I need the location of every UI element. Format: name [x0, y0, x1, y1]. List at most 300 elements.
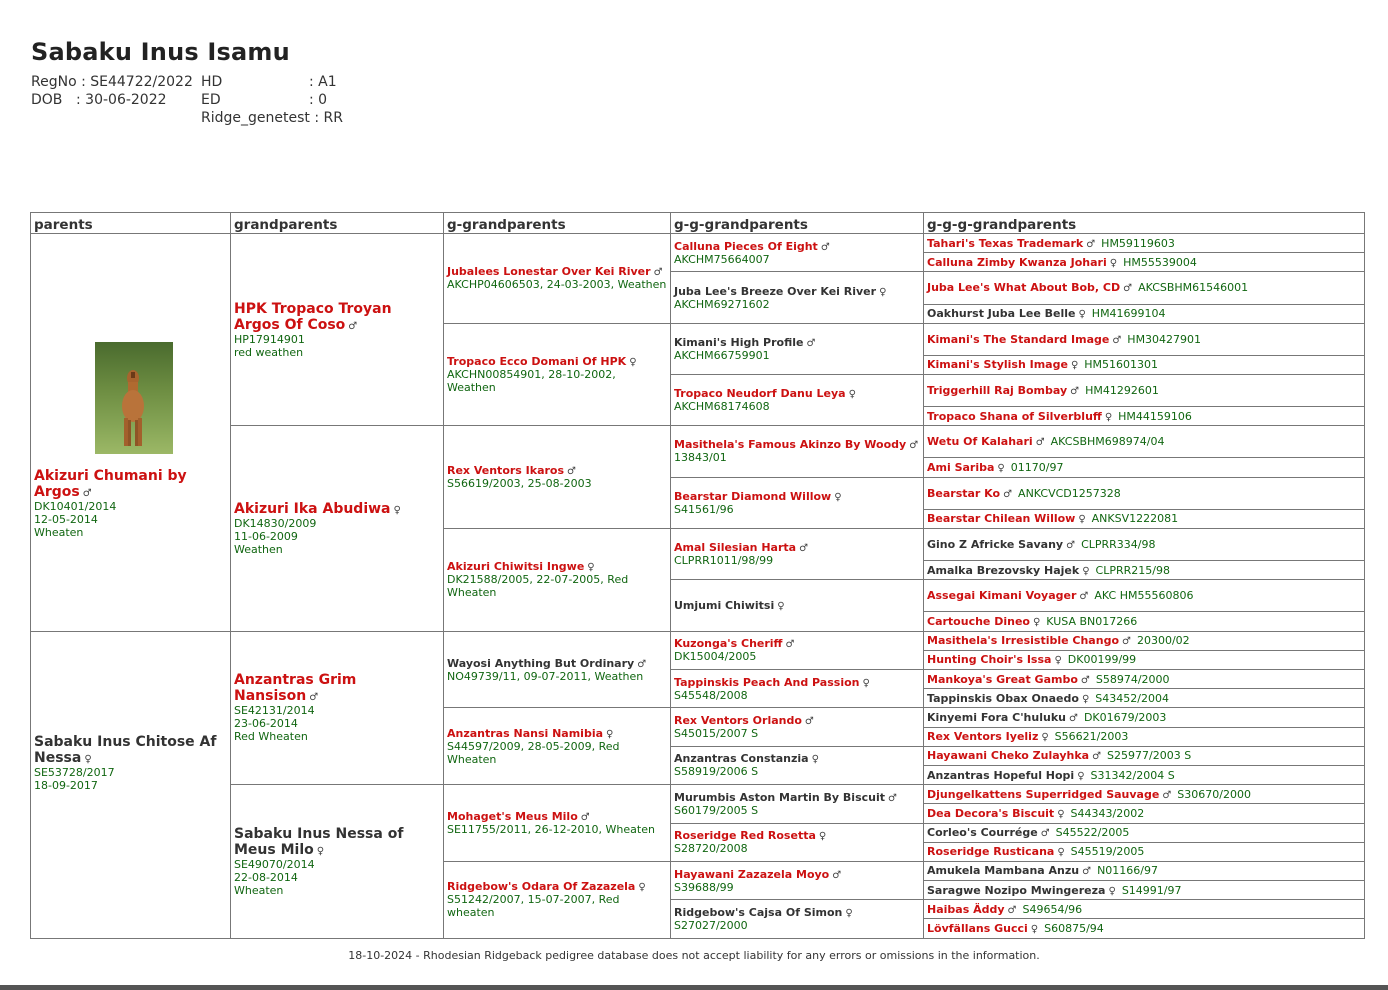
g-g-g-grandparent-name[interactable]: Tahari's Texas Trademark [927, 236, 1084, 250]
parent-cell [31, 234, 231, 632]
grandparent-name[interactable]: Anzantras Grim Nansison [234, 672, 357, 705]
regno-label: RegNo [31, 74, 77, 90]
sex-icon: ♂ [309, 692, 319, 704]
g-g-g-grandparent-reg: 01170/97 [1010, 461, 1064, 475]
ed-row [201, 91, 343, 109]
g-g-g-grandparent-reg: S31342/2004 S [1090, 768, 1175, 782]
g-g-grandparent-name[interactable]: Kimani's High Profile [674, 335, 804, 349]
g-g-g-grandparent-name[interactable]: Saragwe Nozipo Mwingereza [927, 883, 1106, 897]
g-g-g-grandparent-name[interactable]: Corleo's Courrége [927, 826, 1038, 840]
sex-icon: ♂ [832, 869, 842, 881]
header-row [31, 213, 1365, 234]
g-g-grandparent-reg: S45015/2007 S [674, 727, 759, 741]
sex-icon: ♀ [818, 831, 827, 843]
g-grandparent-info: AKCHP04606503, 24-03-2003, Weathen [447, 278, 667, 292]
g-g-g-grandparent-cell [924, 881, 1365, 900]
sex-icon: ♀ [1081, 693, 1090, 705]
pedigree-table [30, 212, 1365, 939]
g-grandparent-name[interactable]: Tropaco Ecco Domani Of HPK [447, 355, 627, 368]
sex-icon: ♂ [1162, 789, 1172, 801]
g-grandparent-details [447, 368, 667, 394]
sex-icon: ♂ [1003, 488, 1013, 500]
g-g-g-grandparent-reg: AKC HM55560806 [1094, 589, 1194, 603]
parent-name-line [34, 468, 227, 500]
sex-icon: ♂ [785, 639, 795, 651]
grandparent-color: Weathen [234, 542, 283, 556]
g-g-g-grandparent-cell [924, 746, 1365, 765]
g-g-g-grandparent-reg: S58974/2000 [1095, 672, 1170, 686]
g-g-grandparent-details [674, 765, 920, 778]
grandparent-date: 11-06-2009 [234, 529, 298, 543]
g-g-grandparent-name[interactable]: Bearstar Diamond Willow [674, 489, 832, 503]
g-g-g-grandparent-name[interactable]: Amukela Mambana Anzu [927, 864, 1080, 878]
g-grandparent-info: AKCHN00854901, 28-10-2002, Weathen [447, 368, 616, 394]
dob-row [31, 91, 193, 109]
sex-icon: ♀ [629, 357, 637, 368]
g-g-grandparent-details [674, 804, 920, 817]
grandparent-date: 23-06-2014 [234, 717, 298, 731]
g-g-grandparent-name[interactable]: Ridgebow's Cajsa Of Simon [674, 906, 843, 920]
g-grandparent-name-line [447, 560, 667, 573]
sex-icon: ♂ [580, 812, 590, 823]
g-g-grandparent-name[interactable]: Tropaco Neudorf Danu Leya [674, 387, 846, 401]
g-g-g-grandparent-cell [924, 650, 1365, 669]
header-grandparents: grandparents [231, 213, 444, 234]
g-g-g-grandparent-reg: HM41292601 [1085, 384, 1159, 398]
sex-icon: ♀ [1077, 770, 1085, 782]
g-grandparent-details [447, 477, 667, 490]
sex-icon: ♂ [1092, 751, 1102, 763]
g-g-grandparent-reg: AKCHM66759901 [674, 348, 770, 362]
g-grandparent-name[interactable]: Anzantras Nansi Namibia [447, 726, 604, 740]
sex-icon: ♂ [637, 658, 647, 670]
sex-icon: ♀ [1054, 655, 1062, 667]
g-g-grandparent-name[interactable]: Calluna Pieces Of Eight [674, 239, 818, 253]
sex-icon: ♂ [804, 716, 814, 728]
g-g-g-grandparent-reg: ANKSV1222081 [1091, 512, 1179, 526]
g-g-grandparent-name-line [674, 676, 920, 689]
g-g-g-grandparent-name[interactable]: Tappinskis Obax Onaedo [927, 691, 1079, 705]
sex-icon: ♀ [393, 504, 401, 516]
g-g-grandparent-reg: AKCHM69271602 [674, 297, 770, 311]
g-g-grandparent-cell [671, 272, 924, 323]
g-g-g-grandparent-reg: 20300/02 [1136, 634, 1190, 648]
g-grandparent-cell [444, 861, 671, 938]
sex-icon: ♂ [909, 440, 919, 452]
g-grandparent-cell [444, 528, 671, 631]
sex-icon: ♀ [606, 728, 614, 740]
sex-icon: ♀ [1032, 617, 1041, 629]
g-grandparent-cell [444, 426, 671, 529]
g-g-g-grandparent-cell [924, 477, 1365, 509]
g-g-g-grandparent-name[interactable]: Mankoya's Great Gambo [927, 672, 1078, 686]
g-g-grandparent-reg: S28720/2008 [674, 842, 748, 856]
g-grandparent-name-line [447, 355, 667, 368]
g-g-grandparent-reg: S45548/2008 [674, 688, 748, 702]
g-g-g-grandparent-name[interactable]: Kinyemi Fora C'huluku [927, 710, 1066, 724]
g-g-grandparent-details [674, 554, 920, 567]
g-g-grandparent-name-line [674, 868, 920, 881]
parent-name[interactable]: Akizuri Chumani by Argos [34, 467, 187, 500]
g-g-grandparent-name-line [674, 336, 920, 349]
g-g-g-grandparent-name[interactable]: Lövfällans Gucci [927, 922, 1028, 936]
g-g-g-grandparent-name[interactable]: Gino Z Africke Savany [927, 538, 1064, 551]
sex-icon: ♂ [806, 337, 816, 349]
g-g-g-grandparent-cell [924, 528, 1365, 560]
parent-reg: SE53728/2017 [34, 766, 115, 779]
g-grandparent-name-line [447, 727, 667, 740]
g-g-g-grandparent-name[interactable]: Cartouche Dineo [927, 615, 1030, 629]
g-grandparent-details [447, 740, 667, 766]
g-g-grandparent-name[interactable]: Roseridge Red Rosetta [674, 829, 816, 843]
g-g-g-grandparent-cell [924, 612, 1365, 631]
grandparent-cell [231, 426, 444, 631]
g-g-grandparent-name[interactable]: Hayawani Zazazela Moyo [674, 867, 830, 881]
sex-icon: ♂ [1080, 674, 1090, 686]
g-grandparent-info: DK21588/2005, 22-07-2005, Red Wheaten [447, 573, 629, 600]
g-g-grandparent-name-line [674, 714, 920, 727]
g-g-g-grandparent-reg: DK00199/99 [1067, 653, 1137, 667]
parent-name[interactable]: Sabaku Inus Chitose Af Nessa [34, 734, 217, 766]
sex-icon: ♂ [1082, 866, 1092, 878]
sex-icon: ♂ [1035, 437, 1045, 449]
g-g-g-grandparent-cell [924, 823, 1365, 842]
g-g-g-grandparent-name[interactable]: Ami Sariba [927, 461, 995, 475]
g-g-grandparent-cell [671, 631, 924, 669]
g-g-g-grandparent-name[interactable]: Hayawani Cheko Zulayhka [927, 749, 1090, 763]
sex-icon: ♀ [1041, 732, 1049, 744]
g-g-grandparent-details [674, 349, 920, 362]
pedigree-row [31, 234, 1365, 253]
sex-icon: ♀ [811, 754, 819, 766]
sex-icon: ♀ [1109, 257, 1118, 269]
g-grandparent-name-line [447, 880, 667, 893]
g-g-g-grandparent-reg: KUSA BN017266 [1046, 615, 1138, 629]
grandparent-name[interactable]: HPK Tropaco Troyan Argos Of Coso [234, 300, 392, 333]
hd-row [201, 73, 343, 91]
g-g-g-grandparent-name[interactable]: Roseridge Rusticana [927, 845, 1055, 859]
grandparent-reg: SE42131/2014 [234, 704, 315, 718]
g-g-g-grandparent-cell [924, 509, 1365, 528]
grandparent-cell [231, 234, 444, 426]
g-g-grandparent-cell [671, 900, 924, 939]
g-grandparent-cell [444, 631, 671, 708]
g-grandparent-info: S44597/2009, 28-05-2009, Red Wheaten [447, 739, 620, 766]
g-g-g-grandparent-reg: HM51601301 [1084, 358, 1159, 372]
dob-label: DOB [31, 92, 63, 108]
g-g-g-grandparent-reg: S25977/2003 S [1107, 749, 1192, 763]
g-grandparent-name[interactable]: Ridgebow's Odara Of Zazazela [447, 880, 636, 894]
grandparent-reg: DK14830/2009 [234, 516, 317, 530]
g-g-grandparent-details [674, 842, 920, 855]
g-grandparent-name-line [447, 657, 667, 670]
g-g-g-grandparent-cell [924, 426, 1365, 458]
g-g-g-grandparent-reg: S44343/2002 [1070, 806, 1145, 820]
g-g-g-grandparent-cell [924, 234, 1365, 253]
g-g-g-grandparent-name[interactable]: Bearstar Ko [927, 486, 1001, 500]
g-g-grandparent-reg: S58919/2006 S [674, 765, 759, 779]
g-g-g-grandparent-cell [924, 631, 1365, 650]
header-parents: parents [31, 213, 231, 234]
grandparent-color: red weathen [234, 345, 304, 359]
g-g-g-grandparent-cell [924, 689, 1365, 708]
g-grandparent-name[interactable]: Akizuri Chiwitsi Ingwe [447, 560, 585, 574]
g-g-grandparent-name[interactable]: Tappinskis Peach And Passion [674, 675, 860, 689]
g-g-grandparent-cell [671, 746, 924, 784]
g-g-grandparent-name[interactable]: Murumbis Aston Martin By Biscuit [674, 790, 886, 804]
g-g-grandparent-details [674, 919, 920, 932]
g-g-grandparent-name-line [674, 387, 920, 400]
g-g-g-grandparent-name[interactable]: Kimani's The Standard Image [927, 332, 1110, 346]
ridge-label: Ridge_genetest [201, 110, 310, 126]
g-grandparent-cell [444, 323, 671, 426]
g-g-g-grandparent-reg: AKCSBHM698974/04 [1050, 435, 1165, 449]
g-g-g-grandparent-name[interactable]: Djungelkattens Superridged Sauvage [927, 787, 1160, 801]
g-grandparent-details [447, 278, 667, 291]
g-g-grandparent-reg: S39688/99 [674, 880, 734, 894]
pedigree-row [31, 631, 1365, 650]
dog-info-right [201, 73, 343, 127]
sex-icon: ♀ [1057, 847, 1065, 859]
g-grandparent-cell [444, 785, 671, 862]
g-g-g-grandparent-cell [924, 304, 1365, 323]
g-g-g-grandparent-reg: CLPRR215/98 [1095, 563, 1170, 577]
g-grandparent-name-line [447, 265, 667, 278]
g-g-g-grandparent-reg: HM30427901 [1127, 332, 1202, 346]
g-grandparent-details [447, 823, 667, 836]
parent-details [34, 766, 227, 792]
g-g-g-grandparent-reg: HM55539004 [1123, 255, 1197, 269]
g-g-grandparent-reg: 13843/01 [674, 451, 727, 465]
grandparent-name[interactable]: Sabaku Inus Nessa of Meus Milo [234, 826, 404, 859]
sex-icon: ♀ [1057, 808, 1065, 820]
sex-icon: ♂ [1007, 904, 1017, 916]
sex-icon: ♂ [888, 792, 897, 804]
g-g-grandparent-reg: S27027/2000 [674, 919, 748, 933]
sex-icon: ♀ [1108, 885, 1116, 897]
g-g-g-grandparent-name[interactable]: Bearstar Chilean Willow [927, 512, 1076, 526]
g-grandparent-info: S56619/2003, 25-08-2003 [447, 477, 592, 491]
g-g-g-grandparent-name[interactable]: Oakhurst Juba Lee Belle [927, 307, 1076, 321]
sex-icon: ♀ [1030, 924, 1039, 936]
g-g-g-grandparent-name[interactable]: Anzantras Hopeful Hopi [927, 768, 1075, 782]
g-g-grandparent-name-line [674, 791, 920, 804]
sex-icon: ♂ [1070, 386, 1080, 398]
g-grandparent-name[interactable]: Rex Ventors Ikaros [447, 464, 565, 478]
g-g-grandparent-details [674, 298, 920, 311]
g-g-g-grandparent-cell [924, 842, 1365, 861]
g-g-grandparent-cell [671, 785, 924, 823]
page-title: Sabaku Inus Isamu [31, 38, 290, 66]
grandparent-cell [231, 785, 444, 939]
grandparent-reg: SE49070/2014 [234, 858, 315, 872]
g-g-g-grandparent-name[interactable]: Amalka Brezovsky Hajek [927, 563, 1080, 577]
g-g-grandparent-reg: AKCHM68174608 [674, 400, 770, 414]
sex-icon: ♂ [1066, 540, 1076, 551]
grandparent-details [234, 704, 440, 743]
g-g-g-grandparent-name[interactable]: Calluna Zimby Kwanza Johari [927, 255, 1107, 269]
g-grandparent-name-line [447, 810, 667, 823]
g-g-grandparent-name[interactable]: Anzantras Constanzia [674, 752, 809, 766]
g-g-grandparent-name[interactable]: Amal Silesian Harta [674, 541, 797, 555]
grandparent-name-line [234, 826, 440, 858]
parent-date: 18-09-2017 [34, 779, 98, 792]
dog-image [113, 364, 153, 449]
grandparent-details [234, 333, 440, 359]
sex-icon: ♀ [848, 389, 856, 401]
g-g-grandparent-name-line [674, 637, 920, 650]
g-g-g-grandparent-name[interactable]: Hunting Choir's Issa [927, 653, 1052, 667]
g-g-g-grandparent-cell [924, 804, 1365, 823]
g-g-grandparent-reg: S60179/2005 S [674, 803, 759, 817]
sex-icon: ♂ [820, 241, 830, 253]
sex-icon: ♂ [799, 543, 809, 555]
sex-icon: ♀ [1078, 514, 1086, 526]
grandparent-reg: HP17914901 [234, 332, 305, 346]
g-g-g-grandparent-name[interactable]: Wetu Of Kalahari [927, 435, 1033, 449]
parent-details [34, 500, 227, 539]
g-g-grandparent-name-line [674, 541, 920, 554]
g-g-grandparent-reg: DK15004/2005 [674, 650, 757, 664]
g-g-grandparent-name-line [674, 829, 920, 842]
g-g-grandparent-name[interactable]: Juba Lee's Breeze Over Kei River [674, 284, 877, 298]
g-g-grandparent-cell [671, 670, 924, 708]
sex-icon: ♀ [879, 286, 887, 298]
g-g-g-grandparent-reg: S56621/2003 [1054, 730, 1129, 744]
g-g-grandparent-details [674, 727, 920, 740]
g-g-g-grandparent-cell [924, 253, 1365, 272]
g-g-grandparent-name[interactable]: Rex Ventors Orlando [674, 714, 802, 728]
g-g-grandparent-name-line [674, 599, 920, 612]
g-g-g-grandparent-reg: HM41699104 [1091, 307, 1166, 321]
g-g-g-grandparent-cell [924, 919, 1365, 939]
g-g-grandparent-name-line [674, 752, 920, 765]
disclaimer-footer: 18-10-2024 - Rhodesian Ridgeback pedigree database does not accept liability for any errors or omissions in the information. [348, 949, 1040, 962]
g-g-g-grandparent-cell [924, 708, 1365, 727]
g-g-g-grandparent-reg: S45522/2005 [1055, 826, 1130, 840]
grandparent-color: Wheaten [234, 884, 284, 898]
g-g-grandparent-details [674, 503, 920, 516]
g-g-g-grandparent-name[interactable]: Assegai Kimani Voyager [927, 589, 1077, 603]
g-g-g-grandparent-name[interactable]: Haibas Äddy [927, 902, 1005, 916]
g-grandparent-name[interactable]: Jubalees Lonestar Over Kei River [447, 265, 651, 279]
g-g-g-grandparent-reg: S14991/97 [1121, 883, 1182, 897]
g-g-g-grandparent-name[interactable]: Masithela's Irresistible Chango [927, 634, 1119, 648]
hd-label: HD [201, 74, 223, 90]
header-g-grandparents: g-grandparents [444, 213, 671, 234]
regno-value: : SE44722/2022 [81, 74, 193, 90]
bottom-bar [0, 985, 1388, 990]
g-g-g-grandparent-cell [924, 765, 1365, 784]
sex-icon: ♀ [587, 562, 595, 574]
sex-icon: ♂ [1040, 828, 1050, 840]
g-g-g-grandparent-cell [924, 670, 1365, 689]
pedigree-row [31, 426, 1365, 458]
g-g-g-grandparent-cell [924, 323, 1365, 355]
sex-icon: ♀ [1082, 565, 1090, 577]
g-grandparent-name[interactable]: Wayosi Anything But Ordinary [447, 656, 635, 670]
g-g-grandparent-name[interactable]: Umjumi Chiwitsi [674, 598, 775, 612]
sex-icon: ♀ [1078, 309, 1086, 321]
g-g-grandparent-name[interactable]: Kuzonga's Cheriff [674, 637, 783, 651]
grandparent-cell [231, 631, 444, 785]
g-g-g-grandparent-reg: N01166/97 [1097, 864, 1159, 878]
g-g-grandparent-details [674, 689, 920, 702]
ed-label: ED [201, 92, 221, 108]
g-g-g-grandparent-cell [924, 900, 1365, 919]
g-grandparent-name-line [447, 464, 667, 477]
header-g-g-grandparents: g-g-grandparents [671, 213, 924, 234]
sex-icon: ♂ [1122, 636, 1131, 648]
ridge-value: : RR [314, 110, 343, 126]
grandparent-details [234, 858, 440, 897]
sex-icon: ♂ [1112, 334, 1122, 346]
g-g-grandparent-cell [671, 426, 924, 477]
g-g-g-grandparent-reg: S49654/96 [1022, 902, 1083, 916]
g-g-g-grandparent-cell [924, 458, 1365, 477]
grandparent-name-line [234, 672, 440, 704]
g-g-g-grandparent-reg: S30670/2000 [1177, 787, 1251, 801]
g-g-grandparent-reg: CLPRR1011/98/99 [674, 554, 774, 568]
g-g-g-grandparent-reg: AKCSBHM61546001 [1138, 281, 1249, 295]
g-g-g-grandparent-cell [924, 861, 1365, 880]
sex-icon: ♀ [862, 677, 870, 689]
g-g-g-grandparent-name[interactable]: Rex Ventors Iyeliz [927, 730, 1039, 744]
sex-icon: ♀ [777, 600, 785, 612]
g-g-grandparent-cell [671, 323, 924, 374]
g-g-grandparent-name[interactable]: Masithela's Famous Akinzo By Woody [674, 438, 907, 452]
sex-icon: ♀ [84, 754, 92, 765]
g-g-g-grandparent-reg: S43452/2004 [1095, 691, 1169, 705]
g-g-grandparent-reg: S41561/96 [674, 502, 734, 516]
g-g-g-grandparent-name[interactable]: Tropaco Shana of Silverbluff [927, 409, 1102, 423]
g-g-g-grandparent-name[interactable]: Kimani's Stylish Image [927, 358, 1068, 372]
ridge-row [201, 109, 343, 127]
sex-icon: ♂ [567, 466, 577, 478]
sex-icon: ♀ [316, 846, 325, 858]
regno-row [31, 73, 193, 91]
sex-icon: ♂ [1079, 591, 1089, 603]
g-grandparent-name[interactable]: Mohaget's Meus Milo [447, 810, 578, 823]
g-g-g-grandparent-reg: S60875/94 [1044, 922, 1104, 936]
g-grandparent-info: SE11755/2011, 26-12-2010, Wheaten [447, 823, 655, 836]
g-g-grandparent-cell [671, 708, 924, 746]
g-g-g-grandparent-reg: ANKCVCD1257328 [1018, 486, 1121, 500]
g-g-g-grandparent-cell [924, 355, 1365, 374]
dob-value: : 30-06-2022 [76, 92, 167, 108]
g-g-g-grandparent-cell [924, 785, 1365, 804]
g-g-g-grandparent-reg: HM59119603 [1101, 236, 1175, 250]
sex-icon: ♂ [1086, 238, 1096, 250]
g-g-g-grandparent-cell [924, 727, 1365, 746]
sex-icon: ♀ [845, 908, 853, 920]
dog-photo [95, 342, 173, 454]
parent-date: 12-05-2014 [34, 512, 98, 526]
g-g-grandparent-details [674, 650, 920, 663]
g-g-g-grandparent-name[interactable]: Juba Lee's What About Bob, CD [927, 281, 1121, 295]
g-g-g-grandparent-name[interactable]: Dea Decora's Biscuit [927, 806, 1055, 820]
g-g-g-grandparent-cell [924, 561, 1365, 580]
grandparent-details [234, 517, 440, 556]
sex-icon: ♂ [348, 320, 358, 332]
g-g-grandparent-cell [671, 528, 924, 579]
sex-icon: ♀ [638, 882, 646, 894]
grandparent-name[interactable]: Akizuri Ika Abudiwa [234, 500, 391, 517]
g-g-grandparent-name-line [674, 438, 920, 451]
g-g-grandparent-details [674, 253, 920, 266]
g-g-g-grandparent-name[interactable]: Triggerhill Raj Bombay [927, 384, 1068, 398]
g-g-g-grandparent-cell [924, 272, 1365, 304]
